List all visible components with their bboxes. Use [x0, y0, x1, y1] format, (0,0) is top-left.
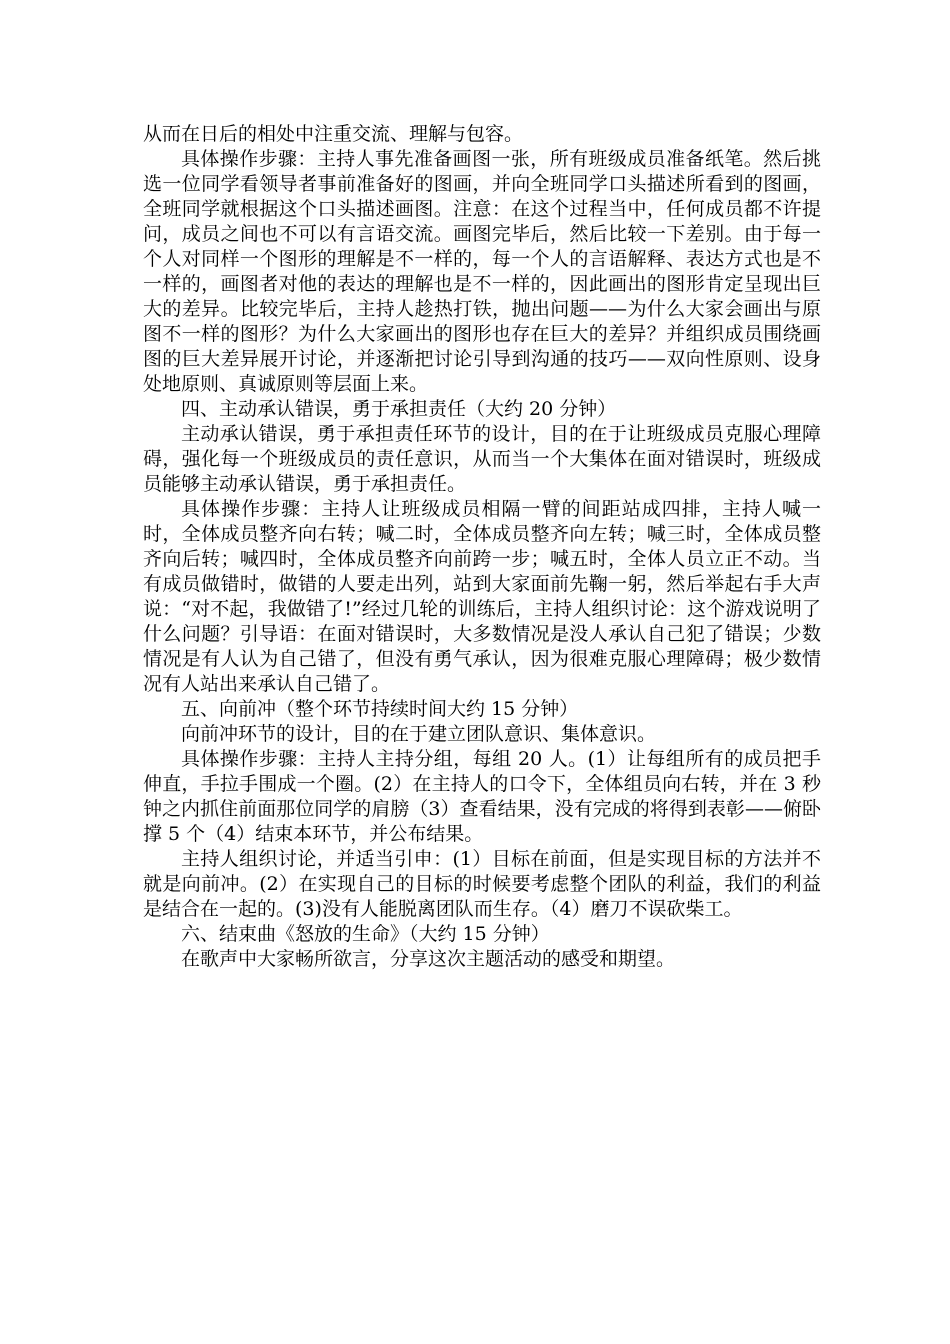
- paragraph-charge-steps: 具体操作步骤：主持人主持分组，每组 20 人。(1）让每组所有的成员把手伸直，手拉手围成一个圈。(2）在主持人的口令下，全体组员向右转，并在 3 秒钟之内抓住前面那位同学的肩膀（3）查看结果，没有完成的将得到表彰——俯卧撑 5 个（4）结束本环节，并公布结果。: [143, 748, 821, 845]
- section-heading-five: 五、向前冲（整个环节持续时间大约 15 分钟）: [181, 698, 579, 720]
- paragraph-continuation: 从而在日后的相处中注重交流、理解与包容。: [143, 123, 524, 145]
- paragraph-charge-purpose: 向前冲环节的设计，目的在于建立团队意识、集体意识。: [181, 723, 657, 745]
- paragraph-drawing-steps: 具体操作步骤：主持人事先准备画图一张，所有班级成员准备纸笔。然后挑选一位同学看领导者事前准备好的图画，并向全班同学口头描述所看到的图画，全班同学就根据这个口头描述画图。注意：在这个过程当中，任何成员都不许提问，成员之间也不可以有言语交流。画图完毕后，然后比较一下差别。由于每一个人对同样一个图形的理解是不一样的，每一个人的言语解释、表达方式也是不一样的，画图者对他的表达的理解也是不一样的，因此画出的图形肯定呈现出巨大的差异。比较完毕后，主持人趁热打铁，抛出问题——为什么大家会画出与原图不一样的图形？为什么大家画出的图形也存在巨大的差异？并组织成员围绕画图的巨大差异展开讨论，并逐渐把讨论引导到沟通的技巧——双向性原则、设身处地原则、真诚原则等层面上来。: [143, 148, 821, 395]
- document-page: [143, 122, 821, 972]
- section-heading-four: 四、主动承认错误，勇于承担责任（大约 20 分钟）: [181, 398, 617, 420]
- paragraph-charge-discussion: 主持人组织讨论，并适当引申：(1）目标在前面，但是实现目标的方法并不就是向前冲。(2）在实现自己的目标的时候要考虑整个团队的利益，我们的利益是结合在一起的。(3)没有人能脱离团队而生存。（4）磨刀不误砍柴工。: [143, 848, 821, 920]
- section-heading-six: 六、结束曲《怒放的生命》（大约 15 分钟）: [181, 923, 550, 945]
- paragraph-admit-steps: 具体操作步骤：主持人让班级成员相隔一臂的间距站成四排，主持人喊一时，全体成员整齐向右转；喊二时，全体成员整齐向左转；喊三时，全体成员整齐向后转；喊四时，全体成员整齐向前跨一步；喊五时，全体人员立正不动。当有成员做错时，做错的人要走出列，站到大家面前先鞠一躬，然后举起右手大声说：“对不起，我做错了!”经过几轮的训练后，主持人组织讨论：这个游戏说明了什么问题？引导语：在面对错误时，大多数情况是没人承认自己犯了错误；少数情况是有人认为自己错了，但没有勇气承认，因为很难克服心理障碍；极少数情况有人站出来承认自己错了。: [143, 498, 821, 695]
- paragraph-closing: 在歌声中大家畅所欲言，分享这次主题活动的感受和期望。: [181, 948, 676, 970]
- paragraph-admit-purpose: 主动承认错误，勇于承担责任环节的设计，目的在于让班级成员克服心理障碍，强化每一个班级成员的责任意识，从而当一个大集体在面对错误时，班级成员能够主动承认错误，勇于承担责任。: [143, 423, 821, 495]
